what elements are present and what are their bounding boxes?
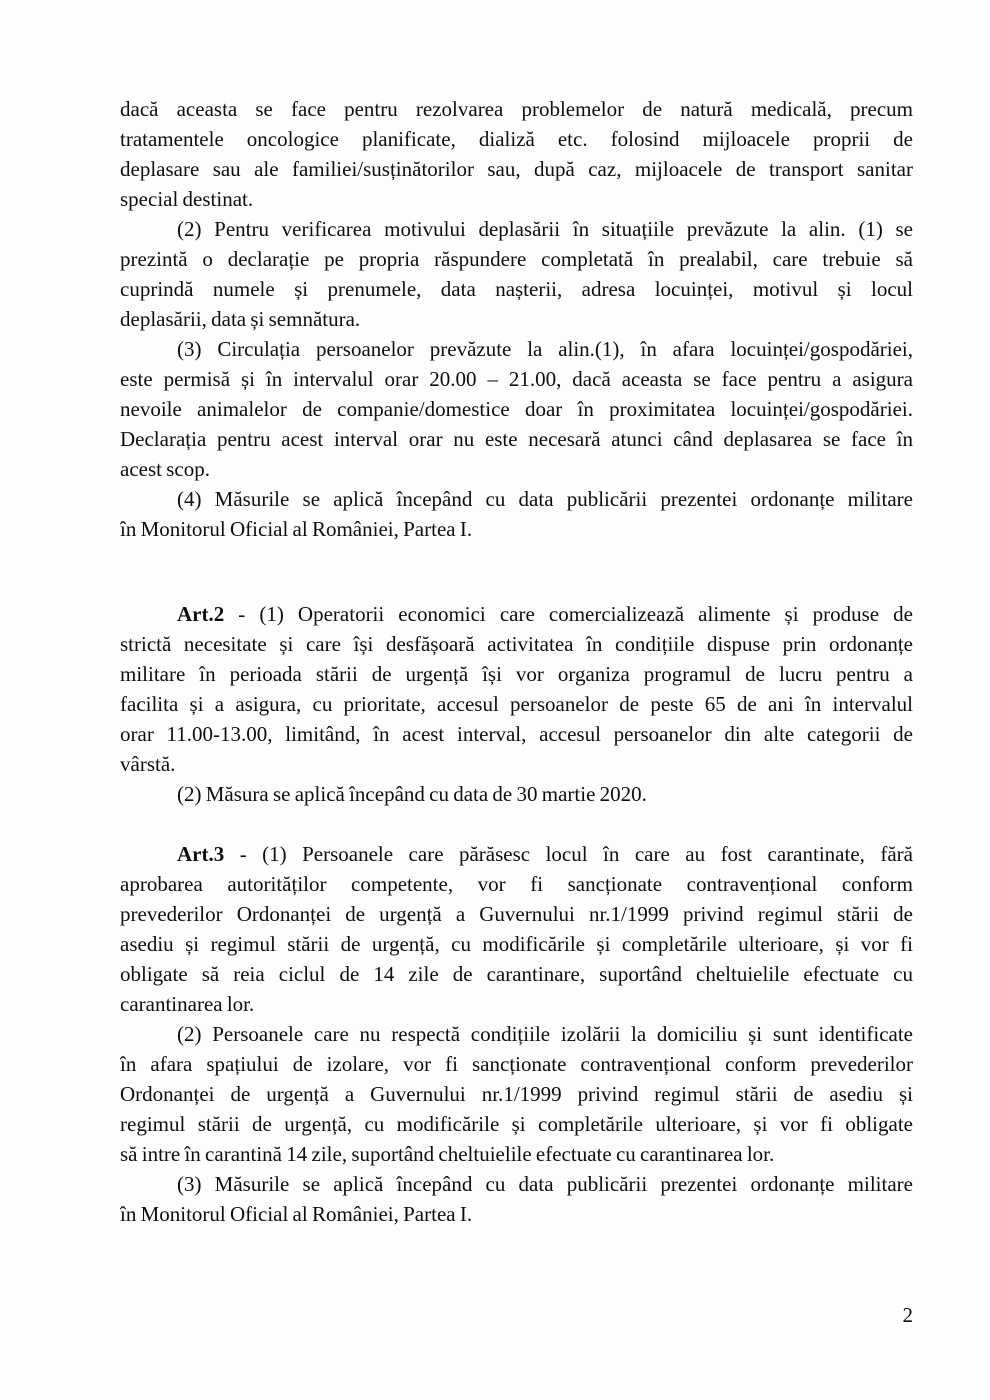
page-number: 2 (902, 1303, 913, 1327)
text-line: Declarația pentru acest interval orar nu este necesară atunci când deplasarea se face în (120, 427, 913, 451)
paragraph-art3-alin-2 (120, 1019, 913, 1169)
text-line: prevederilor Ordonanței de urgență a Guvernului nr.1/1999 privind regimul stării de (120, 902, 913, 926)
text-line (120, 599, 913, 629)
text-line: orar 11.00-13.00, limitând, în acest interval, accesul persoanelor din alte categorii de (120, 722, 913, 746)
text-line: în Monitorul Oficial al României, Partea I. (120, 1202, 473, 1226)
text-line: aprobarea autorităților competente, vor fi sancționate contravențional conform (120, 872, 913, 896)
text-line: facilita și a asigura, cu prioritate, accesul persoanelor de peste 65 de ani în intervalul (120, 692, 913, 716)
text-line: militare în perioada stării de urgență își vor organiza programul de lucru pentru a (120, 662, 913, 686)
article-label: Art.3 (177, 842, 225, 866)
text-line: în afara spațiului de izolare, vor fi sancționate contravențional conform prevederilor (120, 1052, 913, 1076)
text-line: (4) Măsurile se aplică începând cu data publicării prezentei ordonanțe militare (177, 487, 913, 511)
text-line: regimul stării de urgență, cu modificările și completările ulterioare, și vor fi obligate (120, 1112, 913, 1136)
text-line: (2) Pentru verificarea motivului deplasării în situațiile prevăzute la alin. (1) se (177, 217, 913, 241)
text-line: (2) Măsura se aplică începând cu data de 30 martie 2020. (177, 782, 647, 806)
text-line: să intre în carantină 14 zile, suportând cheltuielile efectuate cu carantinarea lor. (120, 1142, 775, 1166)
text-line: tratamentele oncologice planificate, dializă etc. folosind mijloacele proprii de (120, 127, 913, 151)
text-line: cuprindă numele și prenumele, data nașterii, adresa locuinței, motivul și locul (120, 277, 913, 301)
text-line: prezintă o declarație pe propria răspundere completată în prealabil, care trebuie să (120, 247, 913, 271)
paragraph-art3-alin-3 (120, 1169, 913, 1229)
paragraph-alin-3 (120, 334, 913, 484)
text-run: - (1) Operatorii economici care comercializează alimente și produse de (224, 602, 913, 626)
paragraph-art-3 (120, 839, 913, 1019)
text-line: nevoile animalelor de companie/domestice doar în proximitatea locuinței/gospodăriei. (120, 397, 913, 421)
paragraph-continuation (120, 94, 913, 214)
text-line: special destinat. (120, 187, 254, 211)
text-line: acest scop. (120, 457, 210, 481)
text-line: dacă aceasta se face pentru rezolvarea problemelor de natură medicală, precum (120, 97, 913, 121)
paragraph-art-2 (120, 599, 913, 779)
text-line: vârstă. (120, 752, 176, 776)
text-line: strictă necesitate și care își desfășoară activitatea în condițiile dispuse prin ordonanțe (120, 632, 913, 656)
paragraph-alin-2 (120, 214, 913, 334)
text-line: Ordonanței de urgență a Guvernului nr.1/1999 privind regimul stării de asediu și (120, 1082, 913, 1106)
document-body (120, 94, 913, 1229)
text-line: (2) Persoanele care nu respectă condițiile izolării la domiciliu și sunt identificate (177, 1022, 913, 1046)
text-line: carantinarea lor. (120, 992, 255, 1016)
text-line (120, 839, 913, 869)
text-line: deplasare sau ale familiei/susținătorilor sau, după caz, mijloacele de transport sanitar (120, 157, 913, 181)
article-label: Art.2 (177, 602, 225, 626)
text-line: în Monitorul Oficial al României, Partea I. (120, 517, 473, 541)
paragraph-art2-alin-2 (120, 779, 913, 809)
text-line: (3) Măsurile se aplică începând cu data publicării prezentei ordonanțe militare (177, 1172, 913, 1196)
text-line: obligate să reia ciclul de 14 zile de carantinare, suportând cheltuielile efectuate cu (120, 962, 913, 986)
text-line: este permisă și în intervalul orar 20.00 – 21.00, dacă aceasta se face pentru a asigura (120, 367, 913, 391)
paragraph-alin-4 (120, 484, 913, 544)
text-line: asediu și regimul stării de urgență, cu modificările și completările ulterioare, și vor fi (120, 932, 913, 956)
text-line: (3) Circulația persoanelor prevăzute la alin.(1), în afara locuinței/gospodăriei, (177, 337, 913, 361)
text-run: - (1) Persoanele care părăsesc locul în care au fost carantinate, fără (224, 842, 913, 866)
text-line: deplasării, data și semnătura. (120, 307, 361, 331)
